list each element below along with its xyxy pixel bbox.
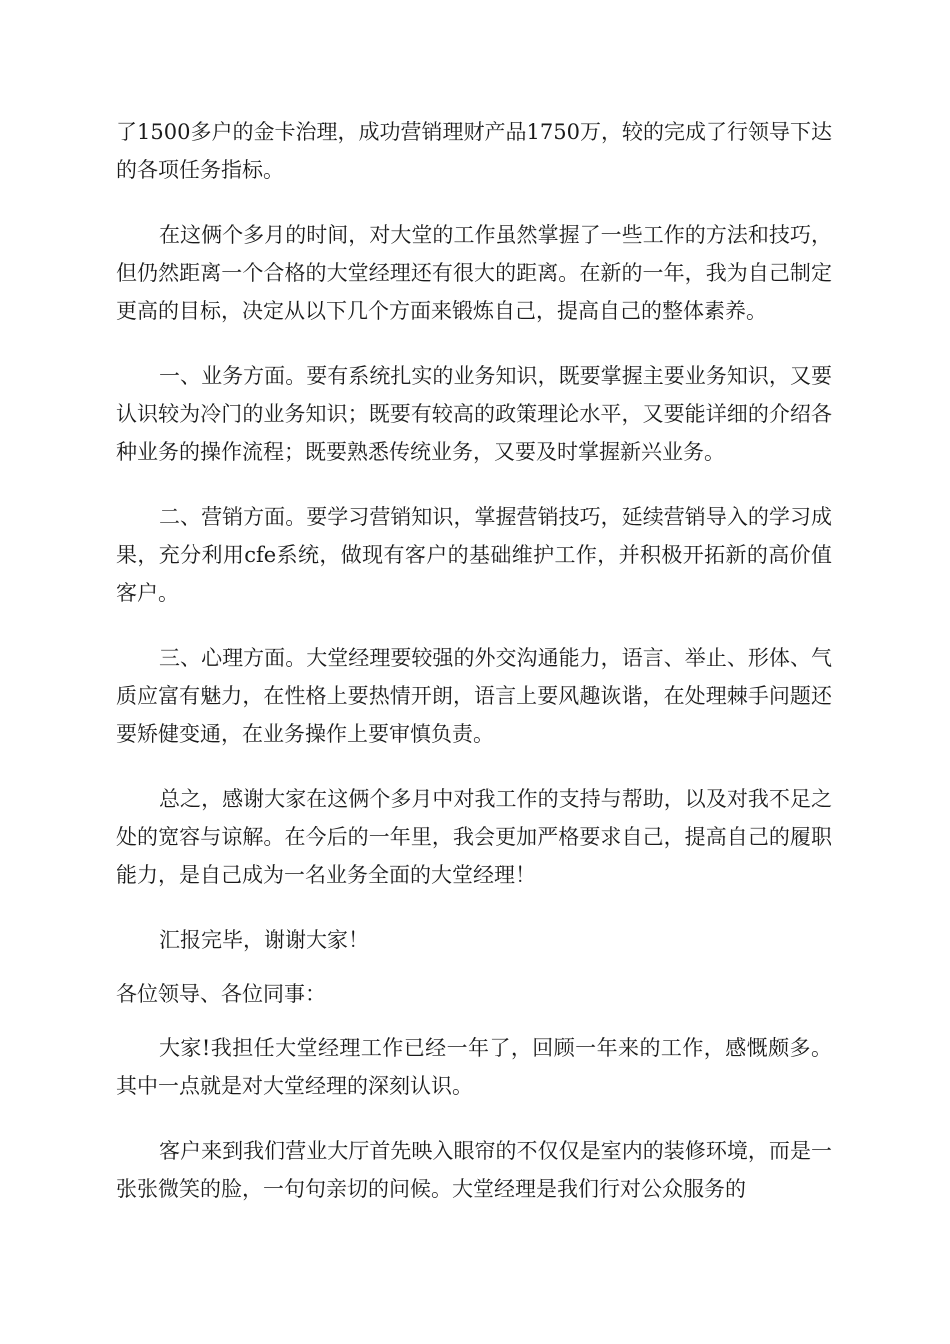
salutation: 各位领导、各位同事： [116, 982, 326, 1006]
paragraph-6: 总之，感谢大家在这俩个多月中对我工作的支持与帮助，以及对我不足之处的宽容与谅解。在今后的一年里，我会更加严格要求自己，提高自己的履职能力，是自己成为一名业务全面的大堂经理！ [116, 787, 832, 887]
paragraph-2: 在这俩个多月的时间，对大堂的工作虽然掌握了一些工作的方法和技巧，但仍然距离一个合格的大堂经理还有很大的距离。在新的一年，我为自己制定更高的目标，决定从以下几个方面来锻炼自己，提高自己的整体素养。 [116, 223, 832, 323]
paragraph-7: 汇报完毕，谢谢大家！ [159, 928, 369, 952]
document-body [116, 113, 832, 1235]
paragraph-1: 了1500多户的金卡治理，成功营销理财产品1750万，较的完成了行领导下达的各项任务指标。 [116, 120, 832, 182]
paragraph-4: 二、营销方面。要学习营销知识，掌握营销技巧，延续营销导入的学习成果，充分利用cfe系统，做现有客户的基础维护工作，并积极开拓新的高价值客户。 [116, 505, 832, 605]
paragraph-3: 一、业务方面。要有系统扎实的业务知识，既要掌握主要业务知识，又要认识较为冷门的业务知识；既要有较高的政策理论水平，又要能详细的介绍各种业务的操作流程；既要熟悉传统业务，又要及时掌握新兴业务。 [116, 364, 832, 464]
paragraph-9: 客户来到我们营业大厅首先映入眼帘的不仅仅是室内的装修环境，而是一张张微笑的脸，一句句亲切的问候。大堂经理是我们行对公众服务的 [116, 1139, 832, 1201]
paragraph-5: 三、心理方面。大堂经理要较强的外交沟通能力，语言、举止、形体、气质应富有魅力，在性格上要热情开朗，语言上要风趣诙谐，在处理棘手问题还要矫健变通，在业务操作上要审慎负责。 [116, 646, 832, 746]
paragraph-8: 大家!我担任大堂经理工作已经一年了，回顾一年来的工作，感慨颇多。其中一点就是对大堂经理的深刻认识。 [116, 1036, 832, 1098]
